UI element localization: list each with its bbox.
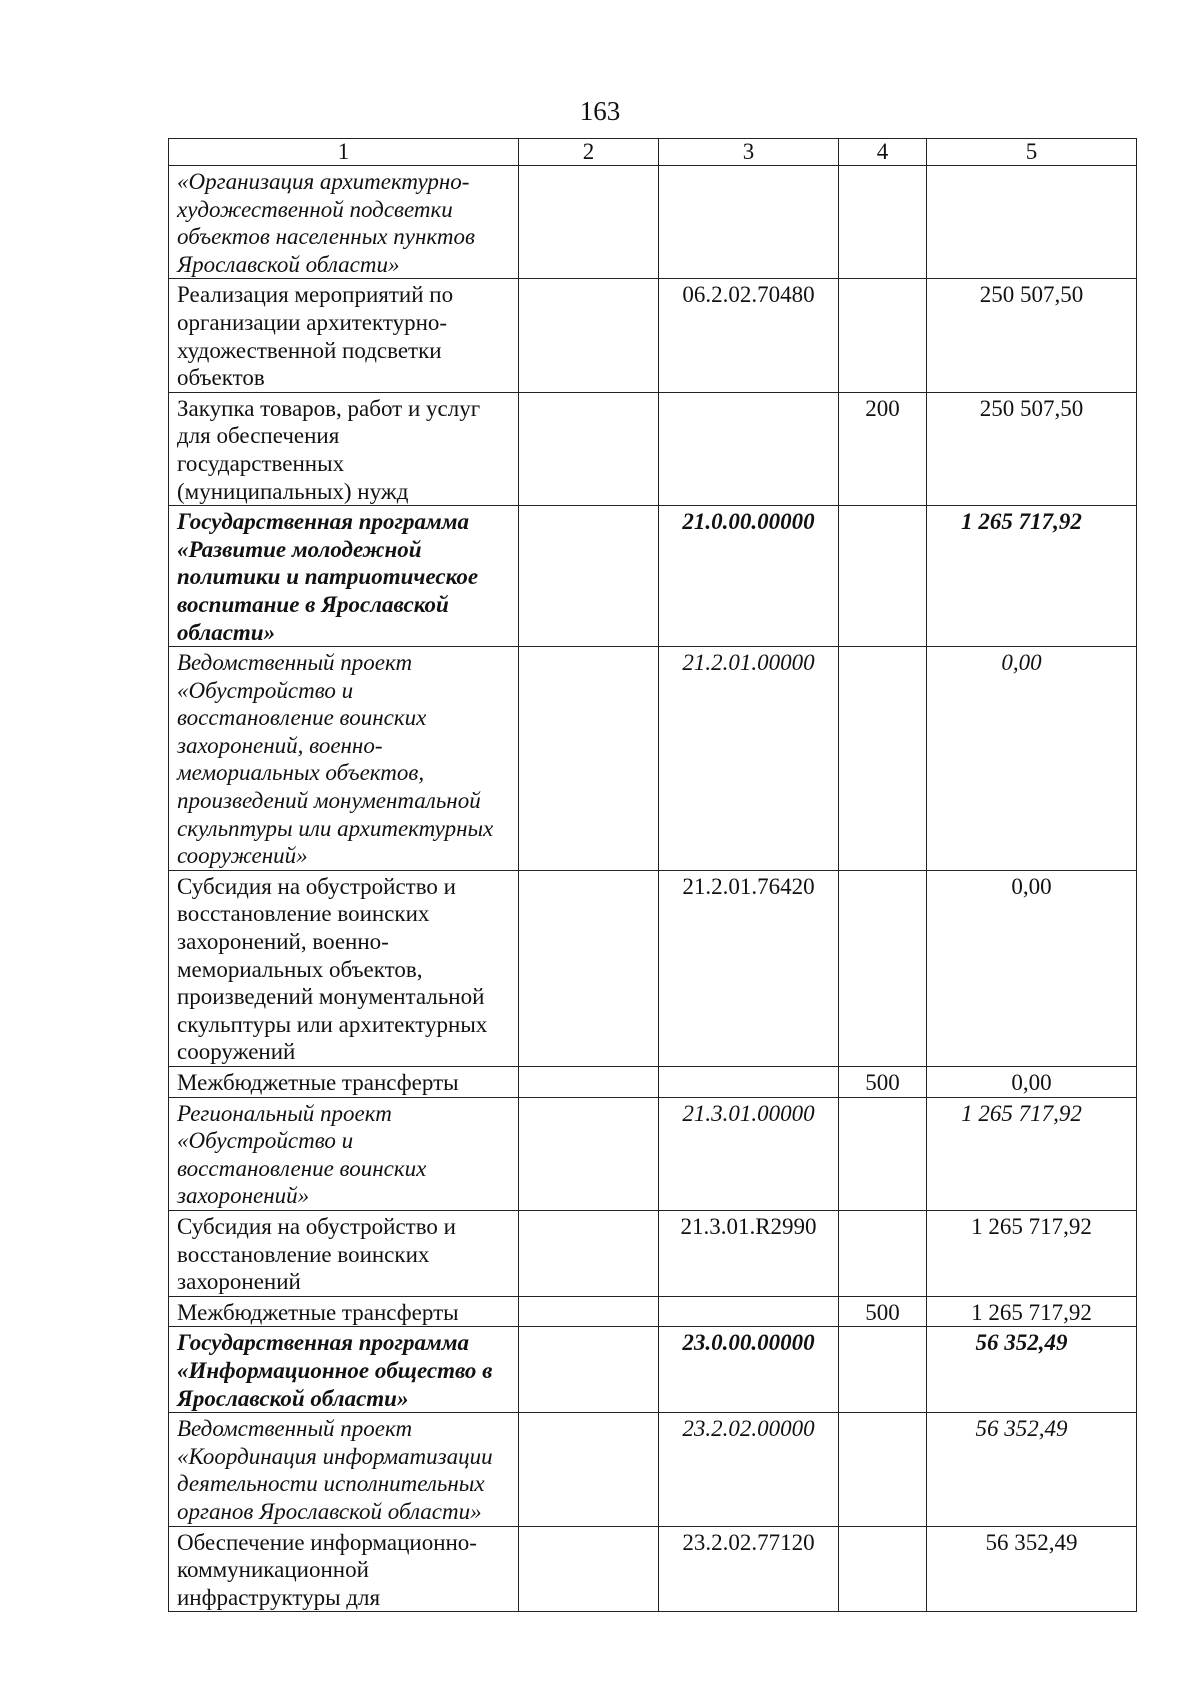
table-row (169, 1327, 1137, 1413)
row-kvr-cell (839, 166, 927, 279)
row-code-cell: 06.2.02.70480 (659, 279, 839, 392)
row-kvr-cell (839, 279, 927, 392)
row-name-cell: «Организация архитектурно-художественной подсветки объектов населенных пунктов Ярославской области» (169, 166, 519, 279)
row-code-cell: 23.0.00.00000 (659, 1327, 839, 1413)
row-col2-cell (519, 506, 659, 647)
table-row (169, 392, 1137, 505)
row-amount-cell: 1 265 717,92 (927, 1296, 1137, 1327)
row-amount-cell: 56 352,49 (927, 1327, 1137, 1413)
column-header: 1 (169, 139, 519, 166)
row-kvr-cell (839, 1526, 927, 1612)
row-kvr-cell: 500 (839, 1296, 927, 1327)
row-name-cell: Ведомственный проект «Координация информатизации деятельности исполнительных органов Ярославской области» (169, 1413, 519, 1526)
row-col2-cell (519, 1413, 659, 1526)
table-row (169, 1413, 1137, 1526)
row-kvr-cell (839, 506, 927, 647)
row-code-cell (659, 1067, 839, 1098)
row-col2-cell (519, 1296, 659, 1327)
row-col2-cell (519, 1210, 659, 1296)
column-header: 3 (659, 139, 839, 166)
row-name-cell: Межбюджетные трансферты (169, 1296, 519, 1327)
row-amount-cell: 1 265 717,92 (927, 1210, 1137, 1296)
row-code-cell (659, 166, 839, 279)
row-name-cell: Государственная программа «Развитие молодежной политики и патриотическое воспитание в Ярославской области» (169, 506, 519, 647)
table-row (169, 647, 1137, 871)
row-name-cell: Закупка товаров, работ и услуг для обеспечения государственных (муниципальных) нужд (169, 392, 519, 505)
row-code-cell (659, 1296, 839, 1327)
table-row (169, 870, 1137, 1066)
row-amount-cell: 0,00 (927, 1067, 1137, 1098)
row-col2-cell (519, 1526, 659, 1612)
row-col2-cell (519, 279, 659, 392)
row-kvr-cell (839, 1327, 927, 1413)
row-amount-cell: 56 352,49 (927, 1526, 1137, 1612)
row-amount-cell (927, 166, 1137, 279)
table-row (169, 1526, 1137, 1612)
row-amount-cell: 56 352,49 (927, 1413, 1137, 1526)
row-name-cell: Субсидия на обустройство и восстановление воинских захоронений, военно-мемориальных объектов, произведений монументальной скульптуры или архитектурных сооружений (169, 870, 519, 1066)
row-col2-cell (519, 1327, 659, 1413)
row-kvr-cell (839, 1413, 927, 1526)
table-row (169, 1067, 1137, 1098)
column-header: 2 (519, 139, 659, 166)
budget-table (168, 138, 1137, 1612)
row-amount-cell: 250 507,50 (927, 279, 1137, 392)
table-row (169, 506, 1137, 647)
row-name-cell: Реализация мероприятий по организации архитектурно-художественной подсветки объектов (169, 279, 519, 392)
row-code-cell: 23.2.02.00000 (659, 1413, 839, 1526)
row-name-cell: Региональный проект «Обустройство и восстановление воинских захоронений» (169, 1097, 519, 1210)
row-kvr-cell: 200 (839, 392, 927, 505)
row-col2-cell (519, 1067, 659, 1098)
row-col2-cell (519, 870, 659, 1066)
column-header: 5 (927, 139, 1137, 166)
row-amount-cell: 0,00 (927, 870, 1137, 1066)
table-row (169, 1097, 1137, 1210)
row-code-cell: 21.0.00.00000 (659, 506, 839, 647)
row-kvr-cell (839, 870, 927, 1066)
page-number: 163 (579, 96, 621, 126)
row-code-cell: 23.2.02.77120 (659, 1526, 839, 1612)
table-row (169, 166, 1137, 279)
row-amount-cell: 1 265 717,92 (927, 506, 1137, 647)
row-code-cell: 21.3.01.00000 (659, 1097, 839, 1210)
row-col2-cell (519, 392, 659, 505)
row-amount-cell: 0,00 (927, 647, 1137, 871)
row-kvr-cell (839, 1210, 927, 1296)
row-col2-cell (519, 647, 659, 871)
row-code-cell (659, 392, 839, 505)
table-row (169, 1210, 1137, 1296)
row-name-cell: Субсидия на обустройство и восстановление воинских захоронений (169, 1210, 519, 1296)
row-kvr-cell (839, 647, 927, 871)
row-name-cell: Ведомственный проект «Обустройство и восстановление воинских захоронений, военно-мемориальных объектов, произведений монументальной скульптуры или архитектурных сооружений» (169, 647, 519, 871)
table-row (169, 279, 1137, 392)
row-kvr-cell: 500 (839, 1067, 927, 1098)
row-name-cell: Межбюджетные трансферты (169, 1067, 519, 1098)
row-col2-cell (519, 1097, 659, 1210)
row-code-cell: 21.2.01.00000 (659, 647, 839, 871)
row-col2-cell (519, 166, 659, 279)
header-row (169, 139, 1137, 166)
row-amount-cell: 1 265 717,92 (927, 1097, 1137, 1210)
row-name-cell: Обеспечение информационно-коммуникационной инфраструктуры для (169, 1526, 519, 1612)
column-header: 4 (839, 139, 927, 166)
table-row (169, 1296, 1137, 1327)
row-name-cell: Государственная программа «Информационное общество в Ярославской области» (169, 1327, 519, 1413)
row-code-cell: 21.2.01.76420 (659, 870, 839, 1066)
row-kvr-cell (839, 1097, 927, 1210)
row-amount-cell: 250 507,50 (927, 392, 1137, 505)
row-code-cell: 21.3.01.R2990 (659, 1210, 839, 1296)
